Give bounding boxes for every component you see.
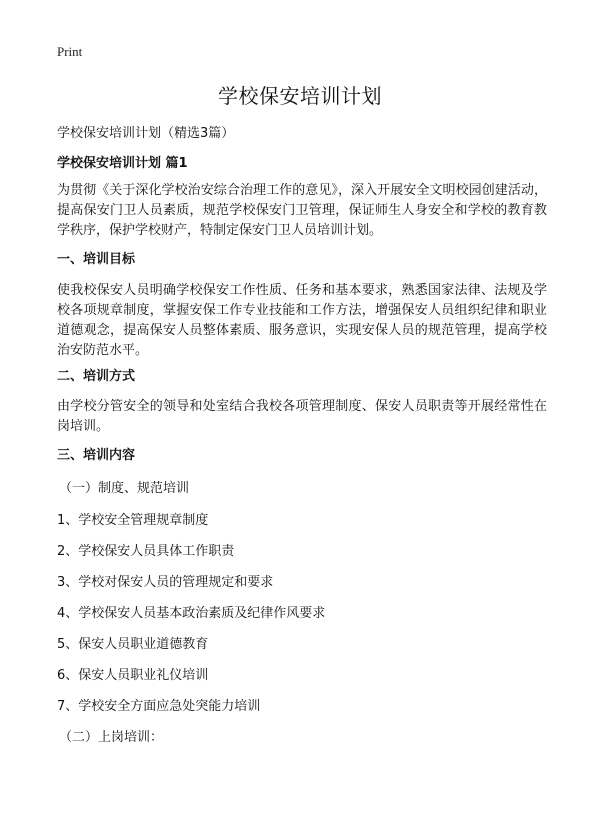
- content-item-1: 1、学校安全管理规章制度: [57, 513, 209, 528]
- section-heading-goals: 一、培训目标: [57, 252, 136, 267]
- content-subheading-onboarding: （二）上岗培训：: [59, 730, 164, 745]
- content-subheading-rules: （一）制度、规范培训: [59, 481, 190, 496]
- content-item-3: 3、学校对保安人员的管理规定和要求: [57, 575, 274, 590]
- article-heading: 学校保安培训计划 篇1: [57, 156, 188, 171]
- content-item-7: 7、学校安全方面应急处突能力培训: [57, 699, 261, 714]
- content-item-2: 2、学校保安人员具体工作职责: [57, 544, 235, 559]
- content-item-5: 5、保安人员职业道德教育: [57, 637, 209, 652]
- content-item-4: 4、学校保安人员基本政治素质及纪律作风要求: [57, 606, 326, 621]
- section-heading-method: 二、培训方式: [57, 369, 136, 384]
- content-item-6: 6、保安人员职业礼仪培训: [57, 668, 209, 683]
- print-link[interactable]: Print: [57, 44, 83, 59]
- section-body-method: 由学校分管安全的领导和处室结合我校各项管理制度、保安人员职责等开展经常性在岗培训。: [57, 399, 547, 434]
- intro-paragraph: 为贯彻《关于深化学校治安综合治理工作的意见》，深入开展安全文明校园创建活动，提高保安门卫人员素质，规范学校保安门卫管理，保证师生人身安全和学校的教育教学秩序，保护学校财产，特制定保安门卫人员培训计划。: [57, 183, 547, 238]
- document-subtitle: 学校保安培训计划（精选3篇）: [57, 126, 235, 141]
- section-heading-content: 三、培训内容: [57, 448, 136, 463]
- section-body-goals: 使我校保安人员明确学校保安工作性质、任务和基本要求，熟悉国家法律、法规及学校各项规章制度，掌握安保工作专业技能和工作方法，增强保安人员组织纪律和职业道德观念，提高保安人员整体素质、服务意识，实现安保人员的规范管理，提高学校治安防范水平。: [57, 283, 547, 358]
- page-title: 学校保安培训计划: [218, 84, 382, 108]
